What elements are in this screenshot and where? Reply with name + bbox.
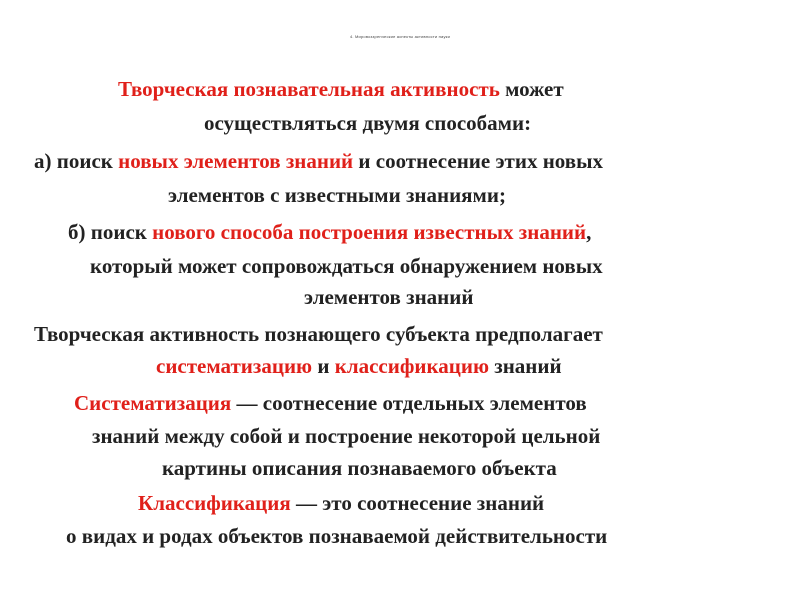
body-line-13 [138,490,800,516]
line-text: элементов знаний [304,285,474,309]
highlight-term: нового способа построения известных знаний [152,220,587,244]
body-line-12 [162,455,800,481]
line-text: знаний [489,354,562,378]
body-line-14 [66,523,800,549]
line-text: а) поиск [34,149,119,173]
body-line-6 [90,253,800,279]
highlight-term: классификацию [334,354,489,378]
line-text: и соотнесение этих новых [353,149,604,173]
line-text: — соотнесение отдельных элементов [231,391,587,415]
highlight-term: новых элементов знаний [118,149,354,173]
body-line-10 [74,390,800,416]
line-text: о видах и родах объектов познаваемой действительности [66,524,608,548]
body-line-2 [204,110,800,136]
highlight-term: Систематизация [74,391,232,415]
body-line-11 [92,423,800,449]
body-line-5 [68,219,800,245]
body-line-9 [156,353,800,379]
line-text: , [586,220,592,244]
line-text: Творческая активность познающего субъекта предполагает [34,322,603,346]
slide-subtitle: 4. Мировоззренческие аспекты активности науки [349,34,451,39]
line-text: картины описания познаваемого объекта [162,456,557,480]
line-text: который может сопровождаться обнаружением новых [90,254,603,278]
highlight-term: Классификация [138,491,291,515]
highlight-term: Творческая познавательная активность [118,77,500,101]
highlight-term: систематизацию [156,354,313,378]
body-line-4 [168,182,800,208]
line-text: и [312,354,335,378]
line-text: элементов с известными знаниями; [168,183,506,207]
line-text: осуществляться двумя способами: [204,111,532,135]
line-text: б) поиск [68,220,153,244]
line-text: — это соотнесение знаний [290,491,545,515]
body-line-8 [34,321,800,347]
line-text: знаний между собой и построение некоторой цельной [92,424,601,448]
body-line-1 [118,76,800,102]
body-line-7 [304,284,800,310]
body-line-3 [34,148,800,174]
line-text: может [499,77,564,101]
